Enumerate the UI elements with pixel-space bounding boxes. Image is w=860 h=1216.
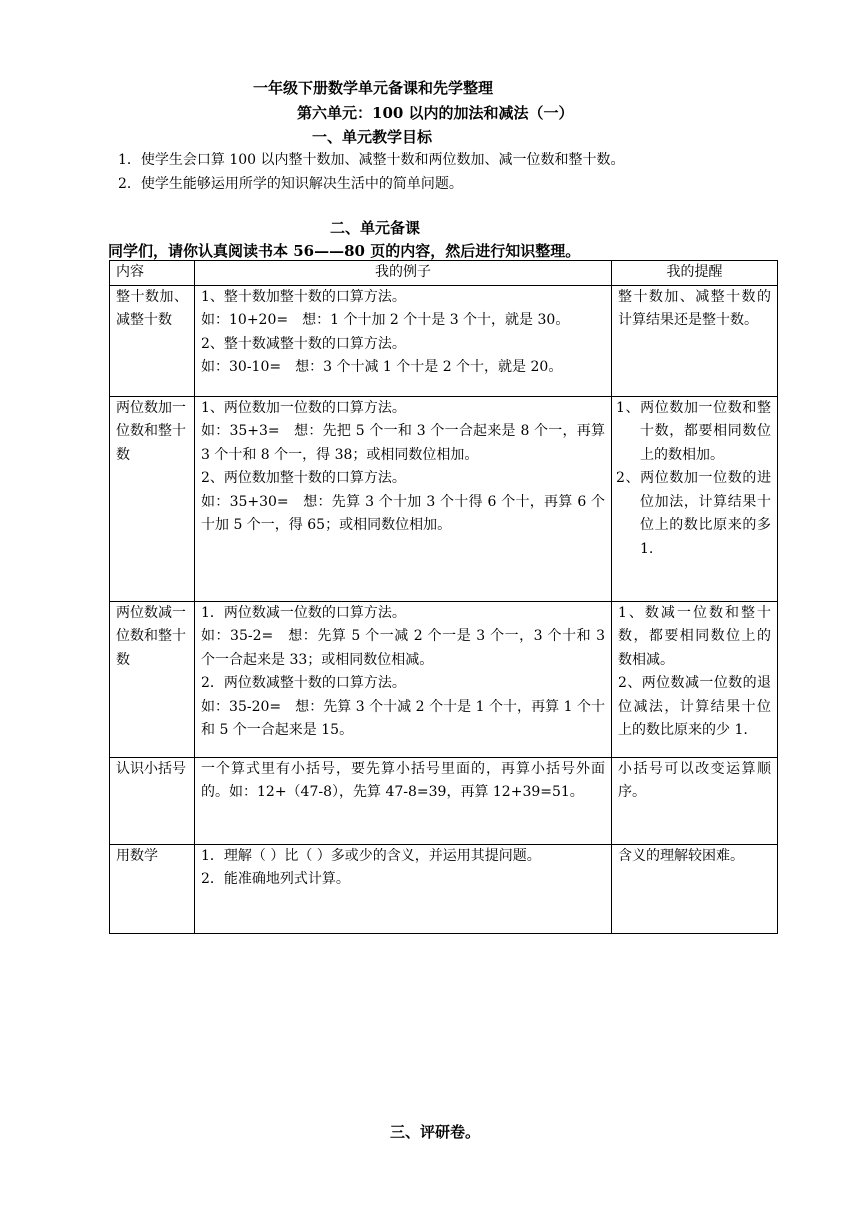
row-topic: 用数学 xyxy=(110,844,195,933)
row-topic: 两位数减一位数和整十数 xyxy=(110,601,195,757)
row-examples xyxy=(195,285,612,396)
reminder-item: 2、两位数加一位数的进位加法，计算结果十位上的数比原来的多 1. xyxy=(616,470,771,557)
goal-item-2: 2．使学生能够运用所学的知识解决生活中的简单问题。 xyxy=(118,176,463,192)
table-row xyxy=(110,285,778,396)
section-title-review: 三、评研卷。 xyxy=(390,1123,481,1141)
row-topic: 两位数加一位数和整十数 xyxy=(110,396,195,601)
table-row xyxy=(110,396,778,601)
table-row xyxy=(110,757,778,844)
header-topic: 内容 xyxy=(110,261,195,286)
row-reminder xyxy=(612,601,778,757)
example-line: 1．理解（ ）比（ ）多或少的含义，并运用其提问题。 xyxy=(201,847,541,864)
example-line: 2、两位数加整十数的口算方法。 xyxy=(201,470,406,486)
row-reminder: 含义的理解较困难。 xyxy=(612,844,778,933)
knowledge-table xyxy=(109,260,778,934)
row-reminder: 整十数加、减整十数的计算结果还是整十数。 xyxy=(612,285,778,396)
row-examples xyxy=(195,844,612,933)
row-topic: 认识小括号 xyxy=(110,757,195,844)
intro-text: 同学们，请你认真阅读书本 56——80 页的内容，然后进行知识整理。 xyxy=(108,242,581,260)
unit-title: 第六单元：100 以内的加法和减法（一） xyxy=(297,104,574,122)
row-reminder xyxy=(612,396,778,601)
example-line: 如：35+30= 想：先算 3 个十加 3 个十得 6 个十，再算 6 个十加 5 个一，得 65；或相同数位相加。 xyxy=(201,493,605,533)
example-line: 2．能准确地列式计算。 xyxy=(201,871,350,887)
example-line: 如：35-20= 想：先算 3 个十减 2 个十是 1 个十，再算 1 个十和 5 个一合起来是 15。 xyxy=(201,698,605,738)
table-header-row xyxy=(110,261,778,286)
row-topic: 整十数加、减整十数 xyxy=(110,285,195,396)
goal-item-1: 1．使学生会口算 100 以内整十数加、减整十数和两位数加、减一位数和整十数。 xyxy=(118,152,625,168)
example-line: 2．两位数减整十数的口算方法。 xyxy=(201,675,406,691)
example-line: 1．两位数减一位数的口算方法。 xyxy=(201,604,406,621)
section-title-prep: 二、单元备课 xyxy=(330,219,421,237)
row-reminder: 小括号可以改变运算顺序。 xyxy=(612,757,778,844)
example-line: 如：10+20= 想：1 个十加 2 个十是 3 个十，就是 30。 xyxy=(201,312,570,328)
example-line: 如：35-2= 想：先算 5 个一减 2 个一是 3 个一，3 个十和 3 个一合起来是 33；或相同数位相减。 xyxy=(201,628,605,668)
example-line: 1、整十数加整十数的口算方法。 xyxy=(201,288,406,305)
row-examples xyxy=(195,396,612,601)
example-line: 2、整十数减整十数的口算方法。 xyxy=(201,335,406,352)
example-line: 1、两位数加一位数的口算方法。 xyxy=(201,399,406,416)
row-examples xyxy=(195,601,612,757)
reminder-item: 1、数减一位数和整十数，都要相同数位上的数相减。 xyxy=(618,604,771,668)
section-title-goals: 一、单元教学目标 xyxy=(312,128,433,146)
row-examples: 一个算式里有小括号，要先算小括号里面的，再算小括号外面的。如：12+（47-8），先算 47-8=39，再算 12+39=51。 xyxy=(195,757,612,844)
document-title: 一年级下册数学单元备课和先学整理 xyxy=(253,79,494,97)
table-row xyxy=(110,844,778,933)
example-line: 如：35+3= 想：先把 5 个一和 3 个一合起来是 8 个一，再算 3 个十和 8 个一，得 38；或相同数位相加。 xyxy=(201,423,605,463)
header-reminders: 我的提醒 xyxy=(612,261,778,286)
table-row xyxy=(110,601,778,757)
reminder-item: 2、两位数减一位数的退位减法，计算结果十位上的数比原来的少 1. xyxy=(618,675,771,738)
reminder-item: 1、两位数加一位数和整十数，都要相同数位上的数相加。 xyxy=(616,399,771,463)
header-examples: 我的例子 xyxy=(195,261,612,286)
example-line: 如：30-10= 想：3 个十减 1 个十是 2 个十，就是 20。 xyxy=(201,359,563,375)
